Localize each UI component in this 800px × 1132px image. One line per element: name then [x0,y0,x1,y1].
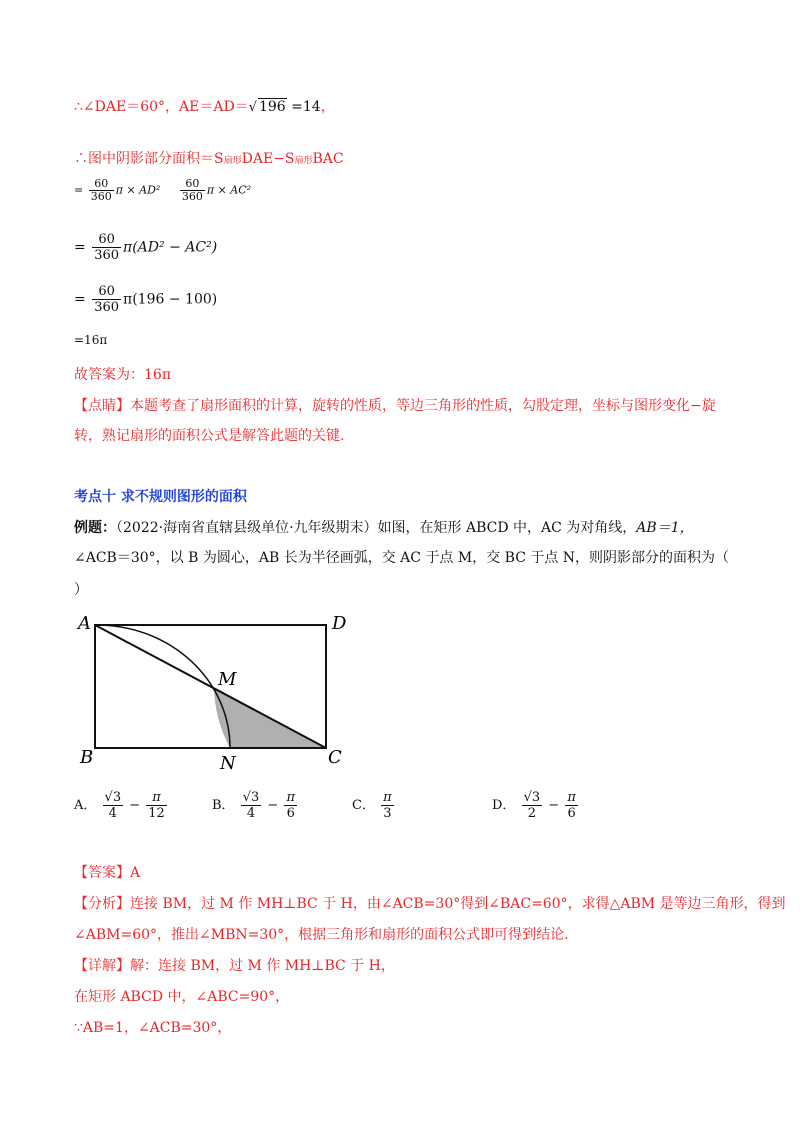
eq1-den-a: 360 [90,190,112,203]
comment-line-1: 【点睛】本题考查了扇形面积的计算，旋转的性质，等边三角形的性质，勾股定理，坐标与图形变化−旋 [74,398,716,414]
choice-b-frac1 [241,790,262,821]
label-c: C [328,747,342,768]
choice-d-den1: 2 [527,806,536,821]
line1-prefix: ∴∠DAE＝60°，AE＝AD＝ [74,99,249,115]
choice-c-den1: 3 [383,806,392,821]
choice-a-letter: A． [74,798,97,813]
example-line-3: ） [74,582,88,598]
choice-a-num1: √3 [104,790,122,805]
choice-d[interactable]: D． $\frac{√3}{2}$ − $\frac{\pi}{6}$ [492,790,576,821]
line2-sub2: 扇形 [294,156,313,166]
detail-line-3: ∵AB=1，∠ACB=30°， [74,1020,232,1036]
sqrt-value: 196 [258,99,286,115]
equation-4: =16π [74,333,108,347]
eq3-fraction [92,284,121,315]
label-b: B [80,747,94,768]
choice-b-num2: π [286,790,295,805]
choice-d-num1: √3 [523,790,541,805]
eq1-term1: π × AD² [115,183,161,197]
equation-3 [74,284,217,315]
eq1-num-a: 60 [89,178,114,191]
equation-1 [74,178,251,203]
eq3-den: 360 [94,300,120,315]
choice-b-den2: 6 [286,806,295,821]
label-m: M [218,669,237,690]
eq1-fraction-a [89,178,114,203]
eq3-lead: = [74,291,86,308]
choice-b-letter: B． [212,798,235,813]
example-label: 例题： [74,520,116,536]
choice-d-den2: 6 [567,806,576,821]
sqrt-result: =14 [286,99,321,115]
choice-a-frac1 [103,790,124,821]
choice-c-letter: C． [352,798,375,813]
eq1-term2: π × AC² [206,183,252,197]
choice-b-frac2 [284,790,297,821]
choice-d-frac1 [522,790,543,821]
answer-line: 故答案为：16π [74,367,172,383]
choice-b-den1: 4 [246,806,256,821]
analysis-line-2: ∠ABM=60°，推出∠MBN=30°，根据三角形和扇形的面积公式即可得到结论. [74,927,569,943]
choice-a-den2: 12 [148,806,165,821]
eq1-fraction-b [180,178,205,203]
section-title: 考点十 求不规则图形的面积 [74,489,247,505]
example-text-1: （2022·海南省直辖县级单位·九年级期末）如图，在矩形 ABCD 中，AC 为对角线， [116,520,637,536]
choice-a-den1: 4 [108,806,117,821]
label-d: D [332,613,347,634]
line2-sub1: 扇形 [223,156,242,166]
line2-mid: DAE−S [241,151,295,167]
line1-tail: ， [320,99,335,115]
eq1-den-b: 360 [181,190,203,203]
choice-a-frac2 [146,790,167,821]
eq2-num: 60 [92,232,121,248]
eq3-num: 60 [92,284,121,300]
equation-2 [74,232,217,263]
choice-d-letter: D． [492,798,516,813]
diagonal-ac [95,625,326,748]
eq2-den: 360 [94,248,120,263]
eq1-lead: = [74,183,84,197]
choice-c-frac1 [381,790,394,821]
line2-end: BAC [312,151,344,167]
choice-a-num2: π [146,790,167,806]
line2-prefix: ∴图中阴影部分面积＝S [74,151,224,167]
choice-c-num1: π [383,790,392,805]
detail-line-2: 在矩形 ABCD 中，∠ABC=90°， [74,989,290,1005]
eq2-fraction [92,232,121,263]
example-line-1 [74,517,694,537]
geometry-figure [70,605,360,775]
label-n: N [220,753,236,774]
choice-a[interactable]: A． $\frac{√3}{4}$ − $\frac{\pi}{12}$ [74,790,165,821]
choice-b[interactable]: B． $\frac{√3}{4}$ − $\frac{\pi}{6}$ [212,790,295,821]
label-a: A [78,613,91,634]
choice-b-num1: √3 [242,790,260,805]
example-line-2: ∠ACB＝30°，以 B 为圆心，AB 长为半径画弧，交 AC 于点 M，交 BC 于点 N，则阴影部分的面积为（ [74,550,730,566]
example-text-1-tail: AB＝1， [636,520,694,536]
solution-line-1: ∴∠DAE＝60°，AE＝AD＝√ 196 =14， [74,99,335,115]
eq2-lead: = [74,239,86,256]
choice-c[interactable] [352,790,396,821]
choice-d-num2: π [567,790,576,805]
comment-line-2: 转，熟记扇形的面积公式是解答此题的关键. [74,428,345,444]
eq2-body: π(AD² − AC²) [123,239,218,256]
eq3-body: π(196 − 100) [123,291,218,308]
choice-d-frac2 [565,790,578,821]
answer-label: 【答案】A [74,865,141,881]
eq1-num-b: 60 [180,178,205,191]
analysis-line-1: 【分析】连接 BM，过 M 作 MH⊥BC 于 H，由∠ACB=30°得到∠BAC=60°，求得△ABM 是等边三角形，得到 [74,896,786,912]
detail-line-1: 【详解】解：连接 BM，过 M 作 MH⊥BC 于 H， [74,958,395,974]
solution-line-2 [74,148,344,168]
